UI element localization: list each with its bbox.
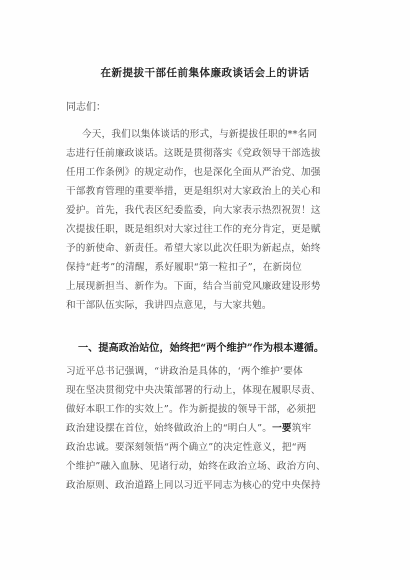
paragraph-line: 现在坚决贯彻党中央决策部署的行动上，体现在履职尽责、 xyxy=(66,385,321,396)
paragraph-line: 个维护”融入血脉、见诸行动，始终在政治立场、政治方向、 xyxy=(66,461,326,472)
paragraph-line: 任用工作条例》的规定动作，也是深化全面从严治党、加强 xyxy=(66,167,321,178)
paragraph-text: 筑牢 xyxy=(291,423,312,434)
paragraph-line: 上展现新担当、新作为。下面，结合当前党风廉政建设形势 xyxy=(66,281,321,292)
paragraph-line: 予的新使命、新责任。希望大家以此次任职为新起点，始终 xyxy=(66,243,321,254)
document-title: 在新提拔干部任前集体廉政谈话会上的讲话 xyxy=(100,67,310,79)
paragraph-line: 政治原则、政治道路上同以习近平同志为核心的党中央保持 xyxy=(66,480,321,491)
paragraph-line: 和干部队伍实际，我讲四点意见，与大家共勉。 xyxy=(66,300,272,311)
paragraph-line: 次提拔任职，既是组织对大家过往工作的充分肯定，更是赋 xyxy=(66,224,321,235)
paragraph-line: 政治忠诚。要深刻领悟“两个确立”的决定性意义，把“两 xyxy=(66,442,307,453)
paragraph-line: 保持“赶考”的清醒，系好履职“第一粒扣子”，在新岗位 xyxy=(66,262,302,273)
paragraph-line: 做好本职工作的实效上”。作为新提拔的领导干部，必须把 xyxy=(66,404,316,415)
greeting: 同志们： xyxy=(66,102,106,113)
paragraph-line: 习近平总书记强调，“讲政治是具体的，‘两个维护’要体 xyxy=(66,366,303,377)
section-heading: 一、提高政治站位，始终把“两个维护”作为根本遵循。 xyxy=(78,342,325,354)
paragraph-line: 志进行任前廉政谈话。这既是贯彻落实《党政领导干部选拔 xyxy=(66,148,321,159)
emphasis-text: 一要 xyxy=(272,423,292,434)
paragraph-text: 政治建设摆在首位，始终做政治上的“明白人”。 xyxy=(66,423,273,434)
paragraph-line: 今天，我们以集体谈话的形式，与新提拔任职的**名同 xyxy=(82,129,318,140)
paragraph-line: 干部教育管理的重要举措，更是组织对大家政治上的关心和 xyxy=(66,186,321,197)
paragraph-line-mixed xyxy=(66,420,356,434)
paragraph-line: 爱护。首先，我代表区纪委监委，向大家表示热烈祝贺！这 xyxy=(66,205,321,216)
